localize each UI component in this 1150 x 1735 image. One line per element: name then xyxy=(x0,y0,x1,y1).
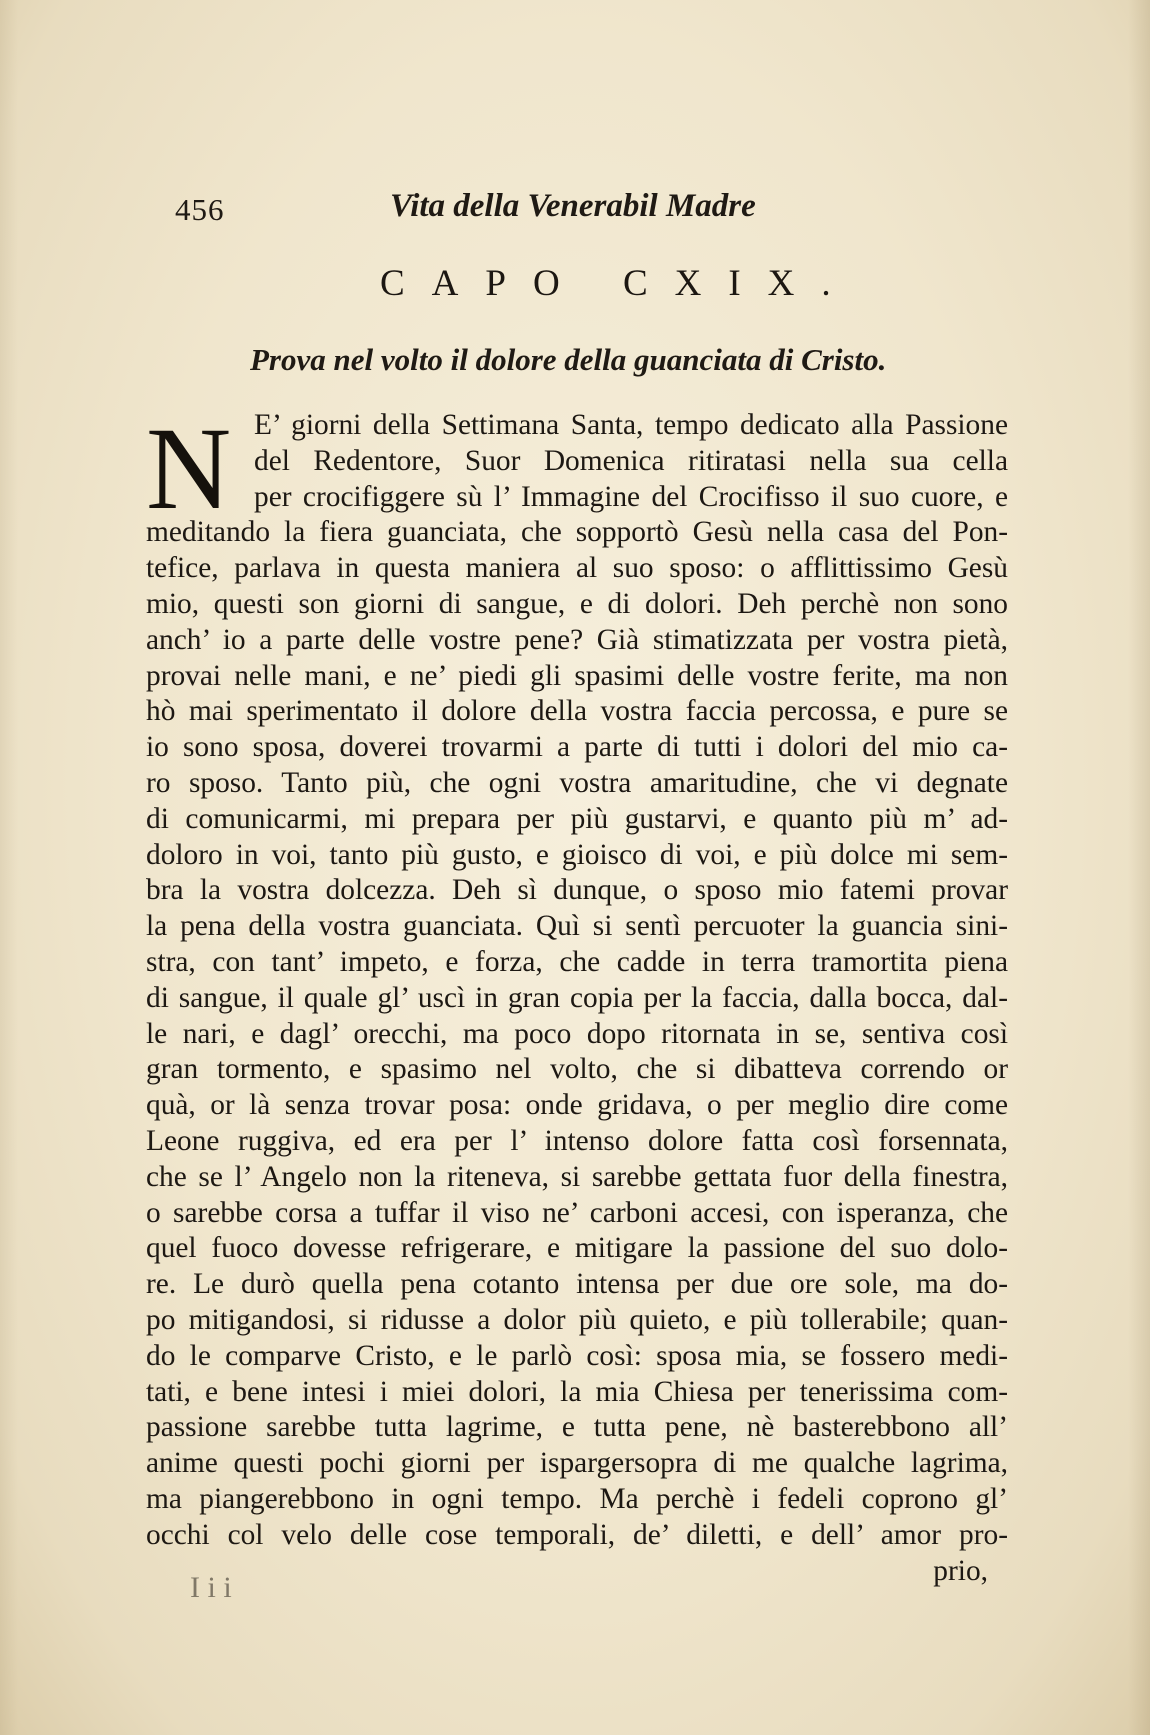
text-line: di comunicarmi, mi prepara per più gustarvi, e quanto più m’ ad- xyxy=(146,802,1008,835)
text-line: tati, e bene intesi i miei dolori, la mia Chiesa per tenerissima com- xyxy=(146,1375,1008,1408)
text-line: meditando la fiera guanciata, che sopportò Gesù nella casa del Pon- xyxy=(146,516,1008,549)
text-line: gran tormento, e spasimo nel volto, che si dibatteva correndo or xyxy=(146,1053,1008,1086)
text-line: di sangue, il quale gl’ uscì in gran copia per la faccia, dalla bocca, dal- xyxy=(146,981,1008,1014)
text-line: per crocifiggere sù l’ Immagine del Crocifisso il suo cuore, e xyxy=(254,480,1008,513)
chapter-subtitle: Prova nel volto il dolore della guanciata di Cristo. xyxy=(250,342,887,377)
catchword: prio, xyxy=(933,1554,988,1587)
text-line: ma piangerebbono in ogni tempo. Ma perchè i fedeli coprono gl’ xyxy=(146,1482,1008,1515)
text-line: E’ giorni della Settimana Santa, tempo dedicato alla Passione xyxy=(254,409,1008,441)
running-title: Vita della Venerabil Madre xyxy=(390,188,756,224)
text-line: o sarebbe corsa a tuffar il viso ne’ carboni accesi, con isperanza, che xyxy=(146,1196,1008,1229)
text-line: do le comparve Cristo, e le parlò così: sposa mia, se fossero medi- xyxy=(146,1339,1008,1372)
text-line: tefice, parlava in questa maniera al suo sposo: o afflittissimo Gesù xyxy=(146,552,1008,585)
text-line: che se l’ Angelo non la riteneva, si sarebbe gettata fuor della finestra, xyxy=(146,1160,1008,1193)
text-line: hò mai sperimentato il dolore della vostra faccia percossa, e pure se xyxy=(146,695,1008,728)
page-number: 456 xyxy=(175,192,225,227)
chapter-heading: CAPO CXIX. xyxy=(380,263,858,304)
page-header xyxy=(175,188,755,238)
text-line: io sono sposa, doverei trovarmi a parte di tutti i dolori del mio ca- xyxy=(146,731,1008,764)
text-line: anime questi pochi giorni per ispargersopra di me qualche lagrima, xyxy=(146,1447,1008,1480)
drop-cap: N xyxy=(146,403,232,534)
text-line: ro sposo. Tanto più, che ogni vostra amaritudine, che vi degnate xyxy=(146,766,1008,799)
text-line: del Redentore, Suor Domenica ritiratasi nella sua cella xyxy=(254,444,1008,477)
signature-mark: I i i xyxy=(190,1571,232,1604)
page-edge-left xyxy=(0,0,18,1735)
text-line: po mitigandosi, si ridusse a dolor più quieto, e più tollerabile; quan- xyxy=(146,1303,1008,1336)
text-line: mio, questi son giorni di sangue, e di dolori. Deh perchè non sono xyxy=(146,587,1008,620)
text-line: Leone ruggiva, ed era per l’ intenso dolore fatta così forsennata, xyxy=(146,1124,1008,1157)
text-line: anch’ io a parte delle vostre pene? Già stimatizzata per vostra pietà, xyxy=(146,623,1008,656)
text-line: la pena della vostra guanciata. Quì si sentì percuoter la guancia sini- xyxy=(146,910,1008,943)
text-line: passione sarebbe tutta lagrime, e tutta pene, nè basterebbono all’ xyxy=(146,1411,1008,1444)
text-line: provai nelle mani, e ne’ piedi gli spasimi delle vostre ferite, ma non xyxy=(146,659,1008,692)
body-text xyxy=(146,403,1008,1589)
text-line: re. Le durò quella pena cotanto intensa per due ore sole, ma do- xyxy=(146,1268,1008,1301)
text-line: occhi col velo delle cose temporali, de’ diletti, e dell’ amor pro- xyxy=(146,1518,1008,1551)
page-edge-right xyxy=(1128,0,1150,1735)
text-line: quà, or là senza trovar posa: onde gridava, o per meglio dire come xyxy=(146,1089,1008,1122)
text-line: doloro in voi, tanto più gusto, e gioisco di voi, e più dolce mi sem- xyxy=(146,838,1008,871)
text-line: quel fuoco dovesse refrigerare, e mitigare la passione del suo dolo- xyxy=(146,1232,1008,1265)
text-line: bra la vostra dolcezza. Deh sì dunque, o sposo mio fatemi provar xyxy=(146,874,1008,907)
text-line: le nari, e dagl’ orecchi, ma poco dopo ritornata in se, sentiva così xyxy=(146,1017,1008,1050)
text-line: stra, con tant’ impeto, e forza, che cadde in terra tramortita piena xyxy=(146,945,1008,978)
